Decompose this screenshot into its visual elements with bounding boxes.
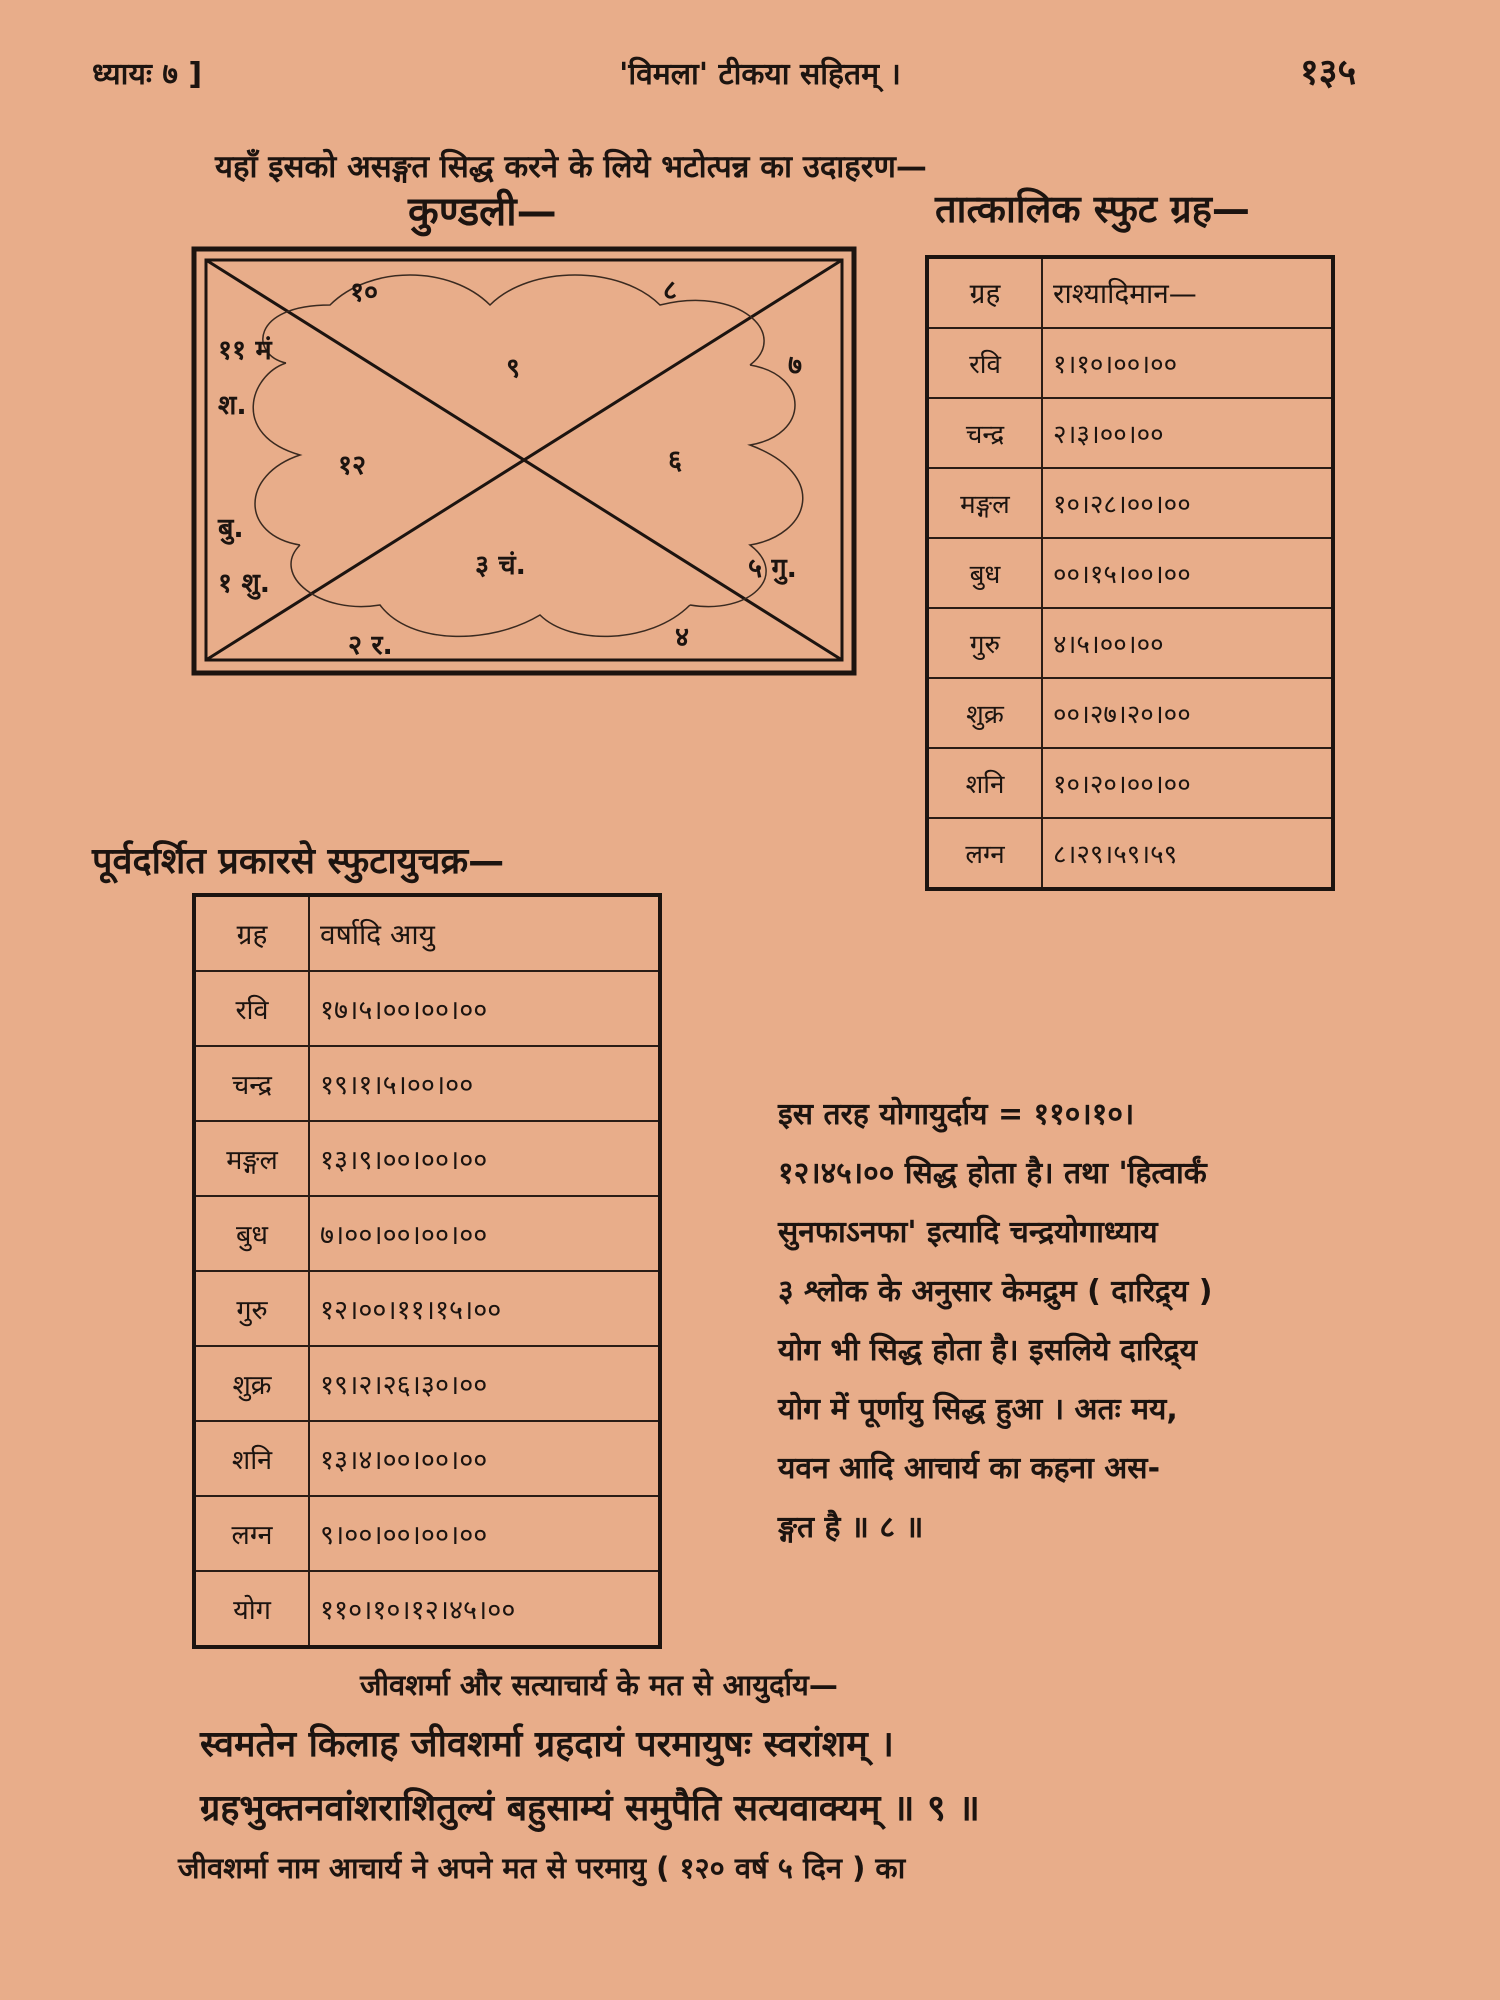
paragraph-line: योग में पूर्णायु सिद्ध हुआ । अतः मय,	[778, 1392, 1178, 1427]
table-row	[927, 748, 1333, 818]
paragraph-line: यवन आदि आचार्य का कहना अस-	[778, 1451, 1161, 1486]
house-4: ४	[675, 622, 690, 653]
planet-name: गुरु	[194, 1271, 309, 1346]
table-row	[194, 1346, 660, 1421]
house-11-shani: श.	[218, 390, 247, 421]
house-5: ५ गु.	[748, 553, 797, 584]
house-2: २ र.	[348, 630, 393, 661]
planet-value: १०।२०।००।००	[1042, 748, 1333, 818]
planet-name: लग्न	[194, 1496, 309, 1571]
planet-name: चन्द्र	[927, 398, 1042, 468]
kundali-chart	[190, 245, 862, 681]
house-10: १०	[350, 277, 379, 308]
header-graha: ग्रह	[927, 257, 1042, 328]
sphuta-title: तात्कालिक स्फुट ग्रह—	[935, 187, 1250, 231]
table-row	[194, 1196, 660, 1271]
planet-name: बुध	[194, 1196, 309, 1271]
ayu-value: १२।००।११।१५।००	[309, 1271, 660, 1346]
paragraph-line: १२।४५।०० सिद्ध होता है। तथा 'हित्वार्कं	[778, 1156, 1207, 1191]
table-row	[194, 1421, 660, 1496]
table-row	[927, 468, 1333, 538]
ayu-value: ९।००।००।००।००	[309, 1496, 660, 1571]
house-8: ८	[663, 275, 678, 306]
table-row	[194, 971, 660, 1046]
planet-name: चन्द्र	[194, 1046, 309, 1121]
ayu-value: ११०।१०।१२।४५।००	[309, 1571, 660, 1647]
house-6: ६	[668, 445, 683, 476]
ayu-title: पूर्वदर्शित प्रकारसे स्फुटायुचक्र—	[92, 841, 505, 882]
table-row	[927, 818, 1333, 889]
table-row	[194, 1496, 660, 1571]
paragraph-line: इस तरह योगायुर्दाय = ११०।१०।	[778, 1097, 1135, 1132]
paragraph-line: ३ श्लोक के अनुसार केमद्रुम ( दारिद्र्य )	[778, 1274, 1213, 1309]
paragraph-line: ङ्गत है ॥ ८ ॥	[778, 1510, 924, 1545]
planet-value: १०।२८।००।००	[1042, 468, 1333, 538]
planet-value: २।३।००।००	[1042, 398, 1333, 468]
planet-value: ००।२७।२०।००	[1042, 678, 1333, 748]
planet-value: ००।१५।००।००	[1042, 538, 1333, 608]
table-row	[927, 398, 1333, 468]
planet-name: रवि	[927, 328, 1042, 398]
ayu-value: १३।९।००।००।००	[309, 1121, 660, 1196]
paragraph-line: सुनफाऽनफा' इत्यादि चन्द्रयोगाध्याय	[778, 1215, 1158, 1250]
header-rashyadiman: राश्यादिमान—	[1042, 257, 1333, 328]
house-7: ७	[788, 350, 803, 381]
planet-name: मङ्गल	[194, 1121, 309, 1196]
ayu-value: ७।००।००।००।००	[309, 1196, 660, 1271]
table-row	[194, 1271, 660, 1346]
table-row	[927, 538, 1333, 608]
planet-name: योग	[194, 1571, 309, 1647]
planet-name: शनि	[927, 748, 1042, 818]
planet-value: ८।२९।५९।५९	[1042, 818, 1333, 889]
chapter-label: ध्यायः ७ ]	[92, 57, 203, 92]
table-row	[927, 678, 1333, 748]
planet-name: रवि	[194, 971, 309, 1046]
ayu-value: १९।२।२६।३०।००	[309, 1346, 660, 1421]
planet-value: १।१०।००।००	[1042, 328, 1333, 398]
running-title: 'विमला' टीकया सहितम् ।	[619, 57, 901, 92]
planet-name: मङ्गल	[927, 468, 1042, 538]
house-9: ९	[506, 353, 521, 384]
table-row	[194, 1571, 660, 1647]
ayu-value: १३।४।००।००।००	[309, 1421, 660, 1496]
paragraph-line: योग भी सिद्ध होता है। इसलिये दारिद्र्य	[778, 1333, 1198, 1368]
verse-line-2: ग्रहभुक्तनवांशराशितुल्यं बहुसाम्यं समुपैति सत्यवाक्यम् ॥ ९ ॥	[200, 1788, 980, 1829]
table-row	[194, 1121, 660, 1196]
table-row	[194, 1046, 660, 1121]
ayu-value: १९।१।५।००।००	[309, 1046, 660, 1121]
commentary-line: जीवशर्मा नाम आचार्य ने अपने मत से परमायु ( १२० वर्ष ५ दिन ) का	[178, 1851, 906, 1885]
explanation-paragraph	[778, 1085, 1408, 1557]
house-1: १ शु.	[218, 568, 271, 599]
header-varshadi-ayu: वर्षादि आयु	[309, 895, 660, 971]
ayu-value: १७।५।००।००।००	[309, 971, 660, 1046]
example-heading: यहाँ इसको असङ्गत सिद्ध करने के लिये भटोत्पन्न का उदाहरण—	[215, 149, 927, 185]
kundali-title: कुण्डली—	[408, 189, 557, 235]
sphuta-table	[925, 255, 1335, 891]
planet-name: बुध	[927, 538, 1042, 608]
page-number: १३५	[1300, 52, 1357, 93]
planet-name: लग्न	[927, 818, 1042, 889]
planet-value: ४।५।००।००	[1042, 608, 1333, 678]
planet-name: शुक्र	[927, 678, 1042, 748]
table-row	[927, 608, 1333, 678]
house-12: १२	[338, 450, 367, 481]
verse-line-1: स्वमतेन किलाह जीवशर्मा ग्रहदायं परमायुषः स्वरांशम् ।	[200, 1724, 894, 1765]
house-11: ११ मं	[218, 335, 272, 366]
table-header	[927, 257, 1333, 328]
table-row	[927, 328, 1333, 398]
ayu-table	[192, 893, 662, 1649]
house-1-budha: बु.	[218, 513, 244, 544]
header-graha: ग्रह	[194, 895, 309, 971]
planet-name: शनि	[194, 1421, 309, 1496]
table-header	[194, 895, 660, 971]
jivasharma-heading: जीवशर्मा और सत्याचार्य के मत से आयुर्दाय—	[360, 1668, 838, 1702]
house-3: ३ चं.	[475, 550, 526, 581]
planet-name: गुरु	[927, 608, 1042, 678]
planet-name: शुक्र	[194, 1346, 309, 1421]
